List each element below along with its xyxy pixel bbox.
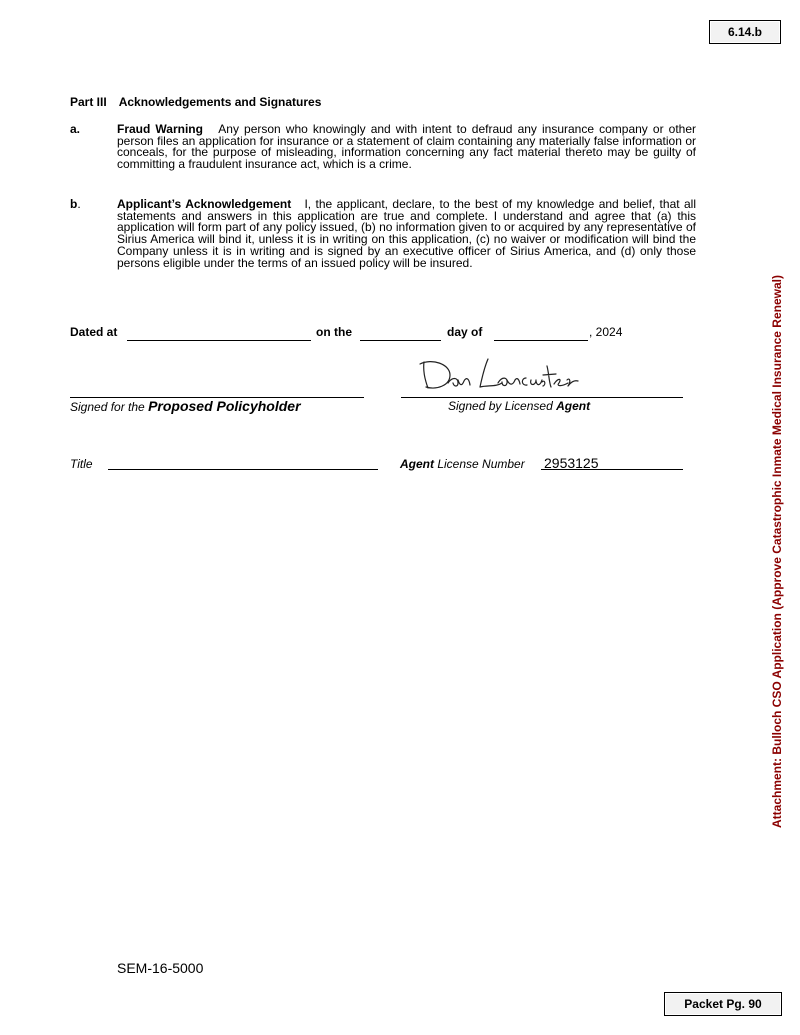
- agent-license-label: [400, 457, 525, 471]
- policyholder-prefix: Signed for the: [70, 400, 145, 414]
- title-field[interactable]: [108, 469, 378, 470]
- form-code: SEM-16-5000: [117, 960, 204, 976]
- fraud-warning-text: Any person who knowingly and with intent to defraud any insurance company or other person files an application for insurance or a statement of claim containing any materially false information or conceals, for the purpose of misleading, information concerning any fact material thereto may be guilty of committing a fraudulent insurance act, which is a crime.: [117, 122, 697, 172]
- part-label: Part III: [70, 95, 107, 109]
- fraud-warning-item: [70, 124, 696, 171]
- agent-signature-image: [418, 356, 588, 396]
- day-of-label: day of: [447, 325, 483, 339]
- agent-signature-line[interactable]: [401, 397, 683, 398]
- acknowledgement-heading: Applicant’s Acknowledgement: [117, 197, 292, 211]
- license-number-value: 2953125: [544, 455, 599, 471]
- agent-license-number-label: License Number: [437, 457, 525, 471]
- acknowledgement-text: I, the applicant, declare, to the best of my knowledge and belief, that all statements and answers in this application are true and complete. I understand and agree that (a) this application will form part of any policy issued, (b) no information given to or acquired by any representative of Sirius America will bind it, unless it is in writing on this application, (c) no waiver or modification will bind the Company unless it is in writing and is signed by an executive officer of Sirius America, and (d) only those persons eligible under the terms of an issued policy will be insured.: [117, 197, 696, 270]
- agent-license-agent: Agent: [400, 457, 434, 471]
- policyholder-signature-caption: [70, 398, 301, 414]
- packet-page-badge: Packet Pg. 90: [664, 992, 782, 1016]
- page-number-badge: 6.14.b: [709, 20, 781, 44]
- day-number-field[interactable]: [360, 340, 441, 341]
- agent-signature-prefix: Signed by Licensed: [448, 399, 553, 413]
- policyholder-role: Proposed Policyholder: [148, 398, 301, 414]
- dated-at-field[interactable]: [127, 340, 311, 341]
- on-the-label: on the: [316, 325, 352, 339]
- year-text: , 2024: [589, 325, 623, 339]
- month-field[interactable]: [494, 340, 588, 341]
- acknowledgement-item: [70, 199, 696, 269]
- item-marker-letter: b: [70, 197, 78, 211]
- fraud-warning-heading: Fraud Warning: [117, 122, 203, 136]
- item-marker: [70, 199, 81, 211]
- signature-stroke: [448, 379, 470, 387]
- part-heading: [70, 95, 321, 109]
- part-title: Acknowledgements and Signatures: [118, 95, 322, 109]
- signature-stroke: [424, 362, 428, 388]
- item-marker: a.: [70, 122, 81, 136]
- item-marker-dot: .: [77, 197, 81, 211]
- dated-at-label: Dated at: [70, 325, 118, 339]
- agent-signature-role: Agent: [556, 399, 591, 413]
- agent-signature-caption: [448, 399, 590, 413]
- attachment-sidebar-text: Attachment: Bulloch CSO Application (Approve Catastrophic Inmate Medical Insurance Renewal): [770, 275, 784, 828]
- title-label: Title: [70, 457, 93, 471]
- signature-stroke: [498, 366, 578, 387]
